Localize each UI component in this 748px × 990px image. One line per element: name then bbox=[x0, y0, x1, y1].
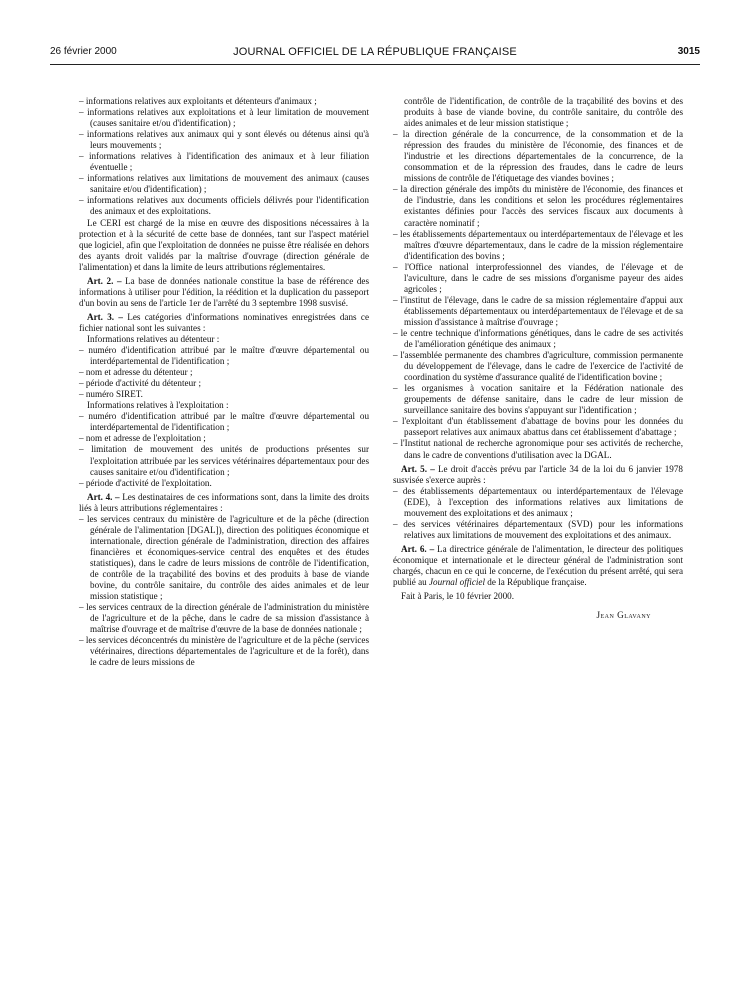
list-item: – la direction générale des impôts du ministère de l'économie, des finances et de l'industrie, dans les conditions et selon les procédures réglementaires existantes définies pour l'accès des services fiscaux aux documents à caractère nominatif ; bbox=[393, 184, 683, 228]
article-2-text: La base de données nationale constitue la base de référence des informations à utiliser pour l'édition, la réédition et la duplication du passeport d'un bovin au sens de l'article 1er de l'arrêté du 3 septembre 1998 susvisé. bbox=[79, 275, 370, 308]
article-2 bbox=[79, 276, 369, 309]
list-item: – l'Institut national de recherche agronomique pour ses activités de recherche, dans le cadre de conventions d'utilisation avec la DGAL. bbox=[393, 438, 683, 460]
exploitation-heading: Informations relatives à l'exploitation : bbox=[87, 400, 229, 411]
list-item: – le centre technique d'informations génétiques, dans le cadre de ses activités de l'amélioration génétique des animaux ; bbox=[393, 328, 683, 350]
ceri-paragraph: Le CERI est chargé de la mise en œuvre des dispositions nécessaires à la protection et à la sécurité de cette base de données, tant sur l'aspect matériel que logiciel, afin que l'exploitation de données ne puisse être réalisée en dehors des ayants droit validés par la maîtrise d'ouvrage (direction générale de l'alimentation) et dans la limite de leurs attributions réglementaires. bbox=[79, 217, 369, 272]
header-date: 26 février 2000 bbox=[50, 46, 117, 57]
list-item: – informations relatives aux exploitants et détenteurs d'animaux ; bbox=[79, 96, 369, 107]
list-item: – nom et adresse du détenteur ; bbox=[79, 367, 369, 378]
left-column bbox=[79, 96, 369, 668]
fait-a-paris: Fait à Paris, le 10 février 2000. bbox=[401, 591, 515, 602]
article-4-label: Art. 4. – bbox=[87, 491, 120, 502]
list-item: – numéro d'identification attribué par le maître d'œuvre départemental ou interdépartemental de l'identification ; bbox=[79, 411, 369, 433]
list-item: – période d'activité de l'exploitation. bbox=[79, 478, 369, 489]
list-item: – limitation de mouvement des unités de productions présentes sur l'exploitation attribuée par les services vétérinaires départementaux pour des causes sanitaire et/ou d'identification ; bbox=[79, 444, 369, 477]
article-3-label: Art. 3. – bbox=[87, 311, 123, 322]
article-3-text: Les catégories d'informations nominatives enregistrées dans ce fichier national sont les suivantes : bbox=[79, 311, 369, 333]
article-6 bbox=[393, 544, 683, 588]
list-item: – nom et adresse de l'exploitation ; bbox=[79, 433, 369, 444]
list-item: – informations relatives à l'identification des animaux et à leur filiation éventuelle ; bbox=[79, 151, 369, 173]
list-item: – les organismes à vocation sanitaire et la Fédération nationale des groupements de défense sanitaire, dans le cadre de leur mission de surveillance sanitaire des bovins s'appuyant sur l'identification ; bbox=[393, 383, 683, 416]
article-6-text-b: de la République française. bbox=[485, 577, 587, 588]
list-item: – l'exploitant d'un établissement d'abattage de bovins pour les données du passeport relatives aux animaux abattus dans cet établissement d'abattage ; bbox=[393, 416, 683, 438]
article-4 bbox=[79, 492, 369, 514]
article-6-text-a: La directrice générale de l'alimentation, le directeur des politiques économique et internationale et le directeur général de l'administration sont chargés, chacun en ce qui le concerne, de l'exécution du présent arrêté, qui sera publié au bbox=[393, 543, 683, 588]
list-item: – la direction générale de la concurrence, de la consommation et de la répression des fraudes du ministère de l'économie, des finances et de l'industrie et les directions départementales de la concurrence, de la consommation et de la répression des fraudes, dans le cadre de leurs missions de contrôle de l'étiquetage des viandes bovines ; bbox=[393, 129, 683, 184]
article-6-label: Art. 6. – bbox=[401, 543, 435, 554]
page-header bbox=[50, 44, 700, 65]
list-item: – les services centraux de la direction générale de l'administration du ministère de l'agriculture et de la pêche, dans le cadre de sa mission d'assistance à maîtrise d'ouvrage et de maîtrise d'œuvre de la base de données nationale ; bbox=[79, 602, 369, 635]
header-journal-title: JOURNAL OFFICIEL DE LA RÉPUBLIQUE FRANÇAISE bbox=[233, 46, 517, 58]
list-item: – des services vétérinaires départementaux (SVD) pour les informations relatives aux limitations de mouvement des exploitations et des animaux. bbox=[393, 519, 683, 541]
article-4-text: Les destinataires de ces informations sont, dans la limite des droits liés à leurs attributions réglementaires : bbox=[79, 491, 369, 513]
list-item: – période d'activité du détenteur ; bbox=[79, 378, 369, 389]
list-item: – informations relatives aux documents officiels délivrés pour l'identification des animaux et des exploitations. bbox=[79, 195, 369, 217]
list-item: – l'Office national interprofessionnel des viandes, de l'élevage et de l'aviculture, dans le cadre de ses missions d'organisme payeur des aides agricoles ; bbox=[393, 262, 683, 295]
list-item: – informations relatives aux limitations de mouvement des animaux (causes sanitaire et/ou d'identification) ; bbox=[79, 173, 369, 195]
list-item: – numéro d'identification attribué par le maître d'œuvre départemental ou interdépartemental de l'identification ; bbox=[79, 345, 369, 367]
list-item: – les services déconcentrés du ministère de l'agriculture et de la pêche (services vétérinaires, directions départementales de l'agriculture et de la forêt), dans le cadre de leurs missions de bbox=[79, 635, 369, 668]
article-2-label: Art. 2. – bbox=[87, 275, 122, 286]
detenteur-heading: Informations relatives au détenteur : bbox=[87, 333, 220, 344]
list-item: – des établissements départementaux ou interdépartementaux de l'élevage (EDE), à l'exception des informations relatives aux limitations de mouvement des exploitations et des animaux ; bbox=[393, 486, 683, 519]
article-3 bbox=[79, 312, 369, 334]
header-page-number: 3015 bbox=[677, 46, 700, 57]
list-item: – les services centraux du ministère de l'agriculture et de la pêche (direction générale de l'alimentation [DGAL]), direction des politiques économique et internationale, direction générale de l'administration, direction des affaires financières et économiques-service central des enquêtes et des études statistiques), dans le cadre de leurs missions de contrôle de l'identification, de contrôle de la traçabilité des bovins et des produits à base de viande bovine, du contrôle sanitaire, du contrôle des aides animales et de leur mission statistique ; bbox=[79, 514, 369, 602]
article-5-label: Art. 5. – bbox=[401, 463, 435, 474]
list-item: – informations relatives aux animaux qui y sont élevés ou détenus ainsi qu'à leurs mouvements ; bbox=[79, 129, 369, 151]
list-item: – l'assemblée permanente des chambres d'agriculture, commission permanente du développement de l'élevage, dans le cadre de l'exercice de l'activité de coordination du système d'assurance qualité de l'identification bovine ; bbox=[393, 350, 683, 383]
list-item: – numéro SIRET. bbox=[79, 389, 369, 400]
signature: Jean Glavany bbox=[596, 610, 651, 621]
list-item: – les établissements départementaux ou interdépartementaux de l'élevage et les maîtres d'œuvre départementaux, dans le cadre de la mission réglementaire d'identification des bovins ; bbox=[393, 229, 683, 262]
list-item: – l'institut de l'élevage, dans le cadre de sa mission réglementaire d'appui aux établissements départementaux ou interdépartementaux de l'élevage et de sa mission d'assistance à maîtrise d'ouvrage ; bbox=[393, 295, 683, 328]
article-5 bbox=[393, 464, 683, 486]
journal-officiel-italic: Journal officiel bbox=[428, 577, 485, 588]
continuation-text: contrôle de l'identification, de contrôle de la traçabilité des bovins et des produits à base de viande bovine, du contrôle sanitaire, du contrôle des aides animales et de leur mission statistique ; bbox=[404, 96, 683, 129]
article-5-text: Le droit d'accès prévu par l'article 34 de la loi du 6 janvier 1978 susvisée s'exerce auprès : bbox=[393, 463, 683, 485]
right-column bbox=[393, 96, 683, 621]
list-item: – informations relatives aux exploitations et à leur limitation de mouvement (causes sanitaire et/ou d'identification) ; bbox=[79, 107, 369, 129]
